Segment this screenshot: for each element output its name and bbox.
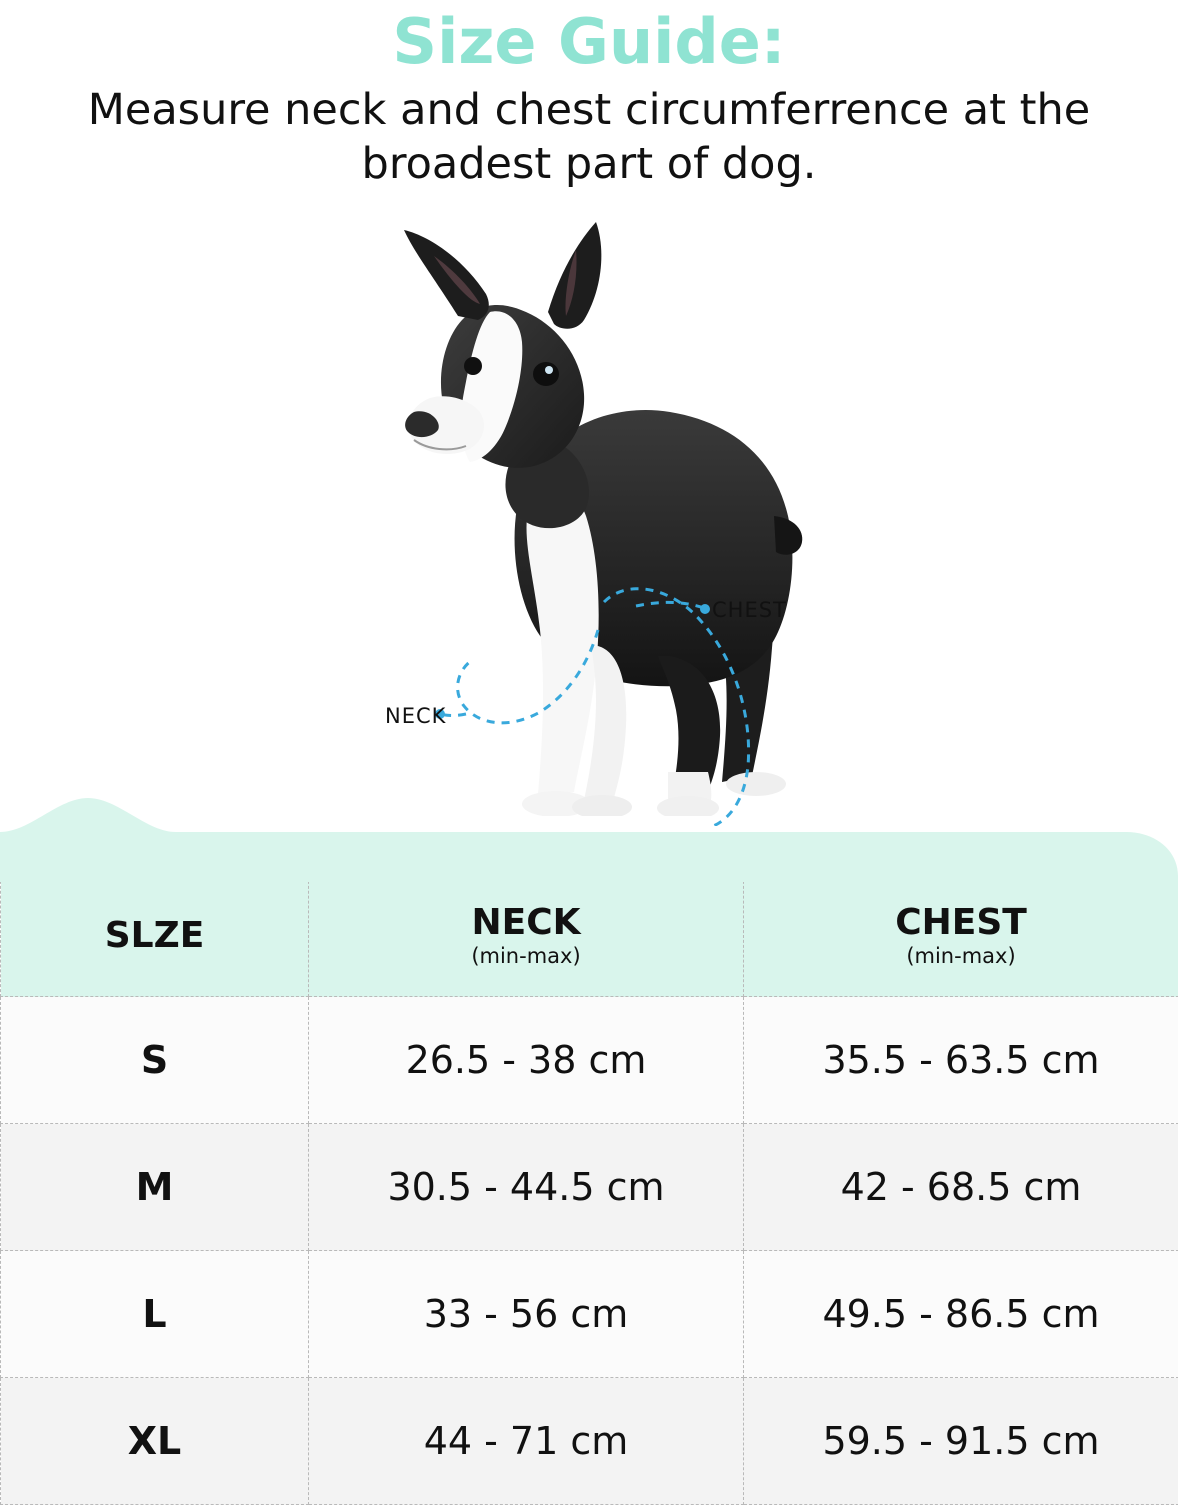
cell-chest: 35.5 - 63.5 cm — [744, 997, 1178, 1124]
table-row — [1, 1251, 1178, 1378]
cell-size: XL — [1, 1378, 309, 1505]
cell-size: L — [1, 1251, 309, 1378]
table-row — [1, 1378, 1178, 1505]
table-header-neck — [309, 876, 744, 997]
cell-neck: 44 - 71 cm — [309, 1378, 744, 1505]
cell-neck: 30.5 - 44.5 cm — [309, 1124, 744, 1251]
cell-chest: 42 - 68.5 cm — [744, 1124, 1178, 1251]
table-row — [1, 997, 1178, 1124]
cell-chest: 59.5 - 91.5 cm — [744, 1378, 1178, 1505]
neck-label: NECK — [385, 704, 446, 728]
page-title: Size Guide: — [0, 8, 1178, 76]
measurement-guides — [0, 206, 1178, 826]
page-subtitle: Measure neck and chest circumferrence at the broadest part of dog. — [24, 84, 1154, 192]
header-chest-sub: (min-max) — [744, 944, 1178, 968]
cell-neck: 26.5 - 38 cm — [309, 997, 744, 1124]
size-table — [0, 876, 1178, 1505]
size-table-wrapper — [0, 876, 1178, 1505]
header-size-main: SLZE — [1, 917, 308, 955]
chest-label: CHEST — [712, 598, 787, 622]
cell-size: M — [1, 1124, 309, 1251]
header-neck-main: NECK — [309, 904, 743, 942]
cell-neck: 33 - 56 cm — [309, 1251, 744, 1378]
table-header-decoration — [0, 786, 1178, 882]
header-neck-sub: (min-max) — [309, 944, 743, 968]
measurement-illustration — [0, 206, 1178, 826]
table-header-chest — [744, 876, 1178, 997]
table-header-size — [1, 876, 309, 997]
size-guide-page — [0, 8, 1178, 1500]
table-row — [1, 1124, 1178, 1251]
cell-chest: 49.5 - 86.5 cm — [744, 1251, 1178, 1378]
table-header-row — [1, 876, 1178, 997]
header-chest-main: CHEST — [744, 904, 1178, 942]
cell-size: S — [1, 997, 309, 1124]
